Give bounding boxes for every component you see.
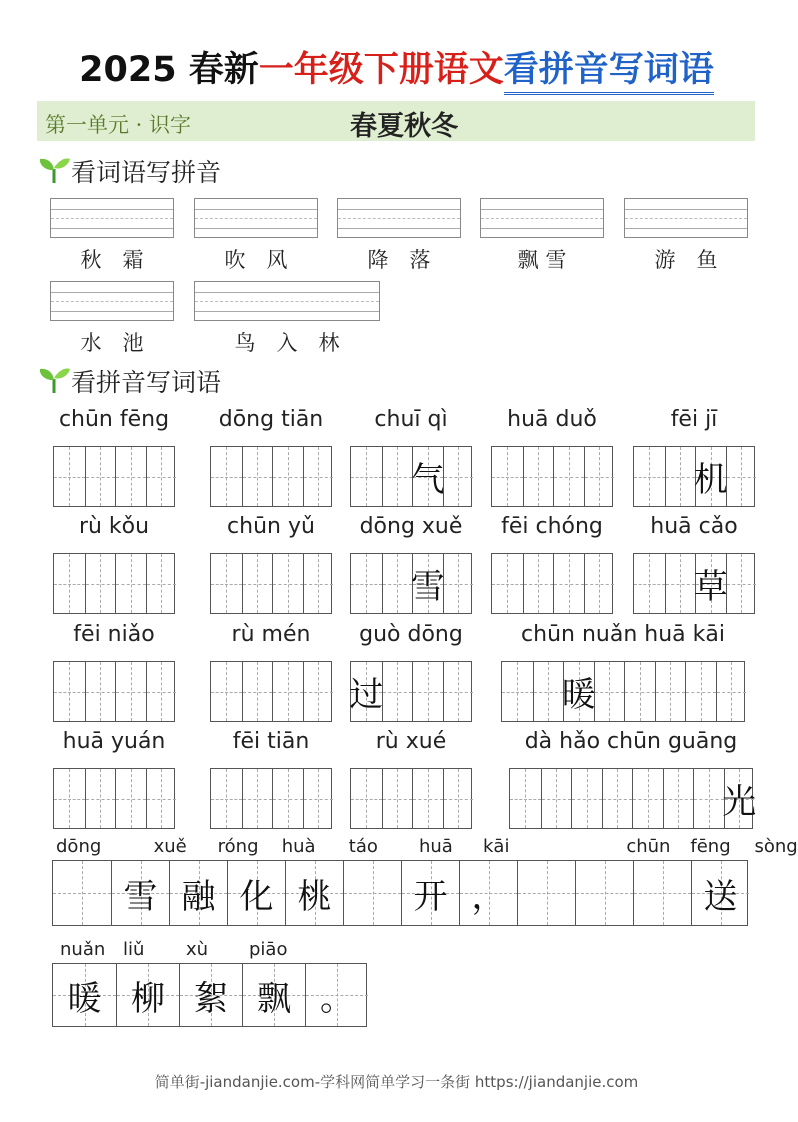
- grid-cell[interactable]: [303, 662, 334, 721]
- guide-line: [304, 799, 334, 800]
- guide-line: [413, 692, 443, 693]
- pinyin-prompt: táo: [348, 836, 378, 857]
- grid-cell[interactable]: [726, 447, 757, 506]
- guide-line: [625, 209, 747, 210]
- footer-source: 简单街-jiandanjie.com-学科网简单学习一条街 https://jiandanjie.com: [154, 1073, 639, 1091]
- pinyin-writing-box[interactable]: [50, 198, 174, 238]
- guide-line: [524, 477, 554, 478]
- grid-cell[interactable]: [633, 861, 691, 925]
- grid-cell[interactable]: [115, 554, 146, 613]
- guide-line: [273, 477, 303, 478]
- grid-cell[interactable]: [115, 769, 146, 828]
- grid-cell[interactable]: [303, 447, 334, 506]
- guide-line: [383, 692, 413, 693]
- sprout-icon: [37, 157, 71, 183]
- grid-cell[interactable]: [211, 662, 242, 721]
- grid-cell[interactable]: [553, 554, 584, 613]
- section-heading-write-pinyin: 看词语写拼音: [37, 153, 221, 189]
- guide-line: [51, 209, 173, 210]
- grid-cell[interactable]: [272, 447, 303, 506]
- guide-line: [666, 477, 696, 478]
- guide-line: [502, 692, 533, 693]
- grid-cell[interactable]: [594, 662, 625, 721]
- guide-line: [243, 477, 273, 478]
- section-heading-write-words: 看拼音写词语: [37, 363, 221, 399]
- grid-cell[interactable]: [179, 964, 242, 1026]
- guide-line: [147, 477, 177, 478]
- guide-line: [694, 799, 724, 800]
- pinyin-prompt: xù: [186, 939, 209, 960]
- pinyin-writing-box[interactable]: [337, 198, 461, 238]
- grid-cell[interactable]: [272, 662, 303, 721]
- guide-line: [625, 218, 747, 219]
- guide-line: [147, 692, 177, 693]
- word-label: 秋 霜: [80, 248, 144, 272]
- guide-line: [492, 477, 523, 478]
- given-character: 机: [693, 460, 728, 500]
- grid-cell[interactable]: [553, 447, 584, 506]
- guide-line: [664, 799, 694, 800]
- grid-cell[interactable]: [665, 554, 696, 613]
- grid-cell[interactable]: [303, 769, 334, 828]
- given-character: 融: [181, 876, 216, 917]
- guide-line: [211, 799, 242, 800]
- guide-line: [51, 228, 173, 229]
- guide-line: [595, 692, 625, 693]
- given-character: 草: [693, 567, 728, 607]
- pinyin-prompt: piāo: [249, 939, 288, 960]
- pinyin-prompt: dōng xuě: [359, 514, 463, 539]
- pinyin-prompt: kāi: [483, 836, 510, 857]
- tianzige-grid[interactable]: [501, 661, 745, 722]
- grid-cell[interactable]: [146, 662, 177, 721]
- guide-line: [51, 301, 173, 302]
- guide-line: [444, 692, 474, 693]
- guide-line: [273, 584, 303, 585]
- guide-line: [211, 477, 242, 478]
- guide-line: [633, 799, 663, 800]
- tianzige-grid[interactable]: [210, 768, 332, 829]
- grid-cell[interactable]: [272, 769, 303, 828]
- tianzige-grid[interactable]: [350, 553, 472, 614]
- tianzige-grid[interactable]: [52, 963, 367, 1027]
- grid-cell[interactable]: [54, 554, 85, 613]
- guide-line: [86, 477, 116, 478]
- guide-line: [351, 477, 382, 478]
- pinyin-prompt: fēi chóng: [501, 514, 603, 539]
- grid-cell[interactable]: [602, 769, 633, 828]
- guide-line: [492, 584, 523, 585]
- grid-cell[interactable]: [211, 769, 242, 828]
- tianzige-grid[interactable]: [633, 553, 755, 614]
- grid-cell[interactable]: [303, 554, 334, 613]
- tianzige-grid[interactable]: [53, 661, 175, 722]
- grid-cell[interactable]: [634, 447, 665, 506]
- grid-cell[interactable]: [242, 554, 273, 613]
- given-character: 暖: [561, 675, 596, 715]
- guide-line: [147, 799, 177, 800]
- guide-line: [116, 692, 146, 693]
- guide-line: [243, 692, 273, 693]
- given-character: ，: [471, 876, 506, 917]
- guide-line: [554, 584, 584, 585]
- guide-line: [116, 799, 146, 800]
- grid-cell[interactable]: [85, 662, 116, 721]
- grid-cell[interactable]: [634, 554, 665, 613]
- guide-line: [686, 692, 716, 693]
- guide-line: [666, 584, 696, 585]
- guide-line: [53, 893, 111, 894]
- pinyin-prompt: guò dōng: [359, 622, 463, 647]
- guide-line: [413, 799, 443, 800]
- guide-line: [717, 692, 747, 693]
- grid-cell[interactable]: [691, 861, 749, 925]
- grid-cell[interactable]: [716, 662, 747, 721]
- pinyin-prompt: róng: [217, 836, 259, 857]
- grid-cell[interactable]: [242, 769, 273, 828]
- guide-line: [585, 584, 615, 585]
- tianzige-grid[interactable]: [52, 860, 748, 926]
- word-label: 降 落: [367, 248, 431, 272]
- grid-cell[interactable]: [115, 662, 146, 721]
- grid-cell[interactable]: [85, 769, 116, 828]
- guide-line: [585, 477, 615, 478]
- given-character: 送: [703, 876, 738, 917]
- guide-line: [86, 584, 116, 585]
- grid-cell[interactable]: [146, 554, 177, 613]
- guide-line: [304, 584, 334, 585]
- tianzige-grid[interactable]: [633, 446, 755, 507]
- given-character: 气: [410, 460, 445, 500]
- grid-cell[interactable]: [343, 861, 401, 925]
- guide-line: [727, 477, 757, 478]
- guide-line: [481, 228, 603, 229]
- grid-cell[interactable]: [382, 662, 413, 721]
- grid-cell[interactable]: [111, 861, 169, 925]
- grid-cell[interactable]: [146, 769, 177, 828]
- given-character: 雪: [123, 876, 158, 917]
- grid-cell[interactable]: [492, 554, 523, 613]
- grid-cell[interactable]: [563, 662, 594, 721]
- guide-line: [211, 692, 242, 693]
- sprout-icon: [37, 367, 71, 393]
- pinyin-prompt: dà hǎo chūn guāng: [524, 729, 738, 754]
- guide-line: [273, 692, 303, 693]
- given-character: 开: [413, 876, 448, 917]
- tianzige-grid[interactable]: [350, 661, 472, 722]
- tianzige-grid[interactable]: [350, 768, 472, 829]
- guide-line: [273, 799, 303, 800]
- grid-cell[interactable]: [412, 662, 443, 721]
- pinyin-writing-box[interactable]: [480, 198, 604, 238]
- guide-line: [481, 209, 603, 210]
- grid-cell[interactable]: [169, 861, 227, 925]
- guide-line: [481, 218, 603, 219]
- pinyin-prompt: huā duǒ: [507, 407, 597, 432]
- pinyin-prompt: fēi tiān: [232, 729, 310, 754]
- grid-cell[interactable]: [724, 769, 755, 828]
- grid-cell[interactable]: [510, 769, 541, 828]
- grid-cell[interactable]: [459, 861, 517, 925]
- word-label: 吹 风: [224, 248, 288, 272]
- guide-line: [51, 311, 173, 312]
- guide-line: [554, 477, 584, 478]
- guide-line: [444, 477, 474, 478]
- guide-line: [51, 218, 173, 219]
- pinyin-prompt: chūn fēng: [58, 407, 170, 432]
- tianzige-grid[interactable]: [53, 768, 175, 829]
- grid-cell[interactable]: [492, 447, 523, 506]
- grid-cell[interactable]: [85, 554, 116, 613]
- pinyin-prompt: fēng: [690, 836, 731, 857]
- guide-line: [534, 692, 564, 693]
- guide-line: [54, 799, 85, 800]
- pinyin-prompt: dōng tiān: [218, 407, 324, 432]
- guide-line: [634, 584, 665, 585]
- pinyin-prompt: chūn nuǎn huā kāi: [521, 622, 725, 647]
- guide-line: [86, 799, 116, 800]
- grid-cell[interactable]: [412, 769, 443, 828]
- grid-cell[interactable]: [242, 447, 273, 506]
- guide-line: [243, 799, 273, 800]
- grid-cell[interactable]: [227, 861, 285, 925]
- unit-label: 第一单元 · 识字: [45, 113, 192, 137]
- pinyin-prompt: chuī qì: [374, 407, 448, 432]
- grid-cell[interactable]: [146, 447, 177, 506]
- pinyin-writing-box[interactable]: [50, 281, 174, 321]
- grid-cell[interactable]: [693, 769, 724, 828]
- pinyin-writing-box[interactable]: [194, 198, 318, 238]
- guide-line: [211, 584, 242, 585]
- grid-cell[interactable]: [54, 662, 85, 721]
- grid-cell[interactable]: [351, 447, 382, 506]
- lesson-title: 春夏秋冬: [350, 111, 458, 142]
- word-label: 鸟 入 林: [234, 331, 340, 355]
- pinyin-prompt: rù xué: [375, 729, 447, 754]
- grid-cell[interactable]: [575, 861, 633, 925]
- grid-cell[interactable]: [412, 447, 443, 506]
- guide-line: [195, 209, 317, 210]
- pinyin-prompt: chūn yǔ: [227, 514, 315, 539]
- unit-banner: [37, 101, 755, 141]
- grid-cell[interactable]: [211, 447, 242, 506]
- grid-cell[interactable]: [685, 662, 716, 721]
- grid-cell[interactable]: [726, 554, 757, 613]
- guide-line: [51, 292, 173, 293]
- pinyin-prompt: huà: [281, 836, 316, 857]
- grid-cell[interactable]: [242, 662, 273, 721]
- grid-cell[interactable]: [382, 554, 413, 613]
- grid-cell[interactable]: [351, 662, 382, 721]
- pinyin-prompt: dōng: [56, 836, 102, 857]
- tianzige-grid[interactable]: [53, 446, 175, 507]
- guide-line: [625, 692, 655, 693]
- guide-line: [542, 799, 572, 800]
- guide-line: [344, 893, 401, 894]
- grid-cell[interactable]: [624, 662, 655, 721]
- grid-cell[interactable]: [571, 769, 602, 828]
- grid-cell[interactable]: [382, 769, 413, 828]
- pinyin-prompt: sòng: [754, 836, 798, 857]
- guide-line: [243, 584, 273, 585]
- pinyin-prompt: huā yuán: [62, 729, 166, 754]
- grid-cell[interactable]: [53, 964, 116, 1026]
- grid-cell[interactable]: [116, 964, 179, 1026]
- guide-line: [116, 584, 146, 585]
- guide-line: [338, 228, 460, 229]
- guide-line: [656, 692, 686, 693]
- grid-cell[interactable]: [401, 861, 459, 925]
- grid-cell[interactable]: [351, 769, 382, 828]
- grid-cell[interactable]: [655, 662, 686, 721]
- given-character: 雪: [410, 567, 445, 607]
- pinyin-prompt: nuǎn: [60, 939, 106, 960]
- grid-cell[interactable]: [443, 662, 474, 721]
- guide-line: [518, 893, 575, 894]
- guide-line: [351, 584, 382, 585]
- grid-cell[interactable]: [533, 662, 564, 721]
- given-character: 飘: [257, 978, 291, 1019]
- guide-line: [147, 584, 177, 585]
- grid-cell[interactable]: [695, 447, 726, 506]
- guide-line: [54, 584, 85, 585]
- pinyin-prompt: rù mén: [231, 622, 311, 647]
- guide-line: [524, 584, 554, 585]
- guide-line: [116, 477, 146, 478]
- tianzige-grid[interactable]: [509, 768, 757, 829]
- grid-cell[interactable]: [272, 554, 303, 613]
- tianzige-grid[interactable]: [210, 661, 332, 722]
- given-character: 光: [722, 782, 757, 822]
- guide-line: [195, 218, 317, 219]
- word-label: 游 鱼: [654, 248, 718, 272]
- guide-line: [304, 692, 334, 693]
- grid-cell[interactable]: [541, 769, 572, 828]
- grid-cell[interactable]: [517, 861, 575, 925]
- guide-line: [195, 301, 379, 302]
- guide-line: [351, 799, 382, 800]
- pinyin-prompt: fēi jī: [670, 407, 718, 432]
- guide-line: [634, 477, 665, 478]
- grid-cell[interactable]: [242, 964, 305, 1026]
- grid-cell[interactable]: [443, 554, 474, 613]
- pinyin-prompt: huā: [418, 836, 453, 857]
- guide-line: [625, 228, 747, 229]
- tianzige-grid[interactable]: [491, 446, 613, 507]
- guide-line: [338, 218, 460, 219]
- guide-line: [603, 799, 633, 800]
- guide-line: [727, 584, 757, 585]
- grid-cell[interactable]: [523, 447, 554, 506]
- grid-cell[interactable]: [285, 861, 343, 925]
- given-character: 絮: [194, 978, 228, 1019]
- guide-line: [572, 799, 602, 800]
- word-label: 飘 雪: [517, 248, 567, 272]
- guide-line: [383, 799, 413, 800]
- grid-cell[interactable]: [53, 861, 111, 925]
- guide-line: [54, 477, 85, 478]
- grid-cell[interactable]: [523, 554, 554, 613]
- guide-line: [634, 893, 691, 894]
- pinyin-writing-box[interactable]: [194, 281, 380, 321]
- pinyin-prompt: chūn: [626, 836, 671, 857]
- tianzige-grid[interactable]: [210, 446, 332, 507]
- given-character: 暖: [67, 978, 102, 1019]
- given-character: 化: [239, 876, 274, 917]
- grid-cell[interactable]: [665, 447, 696, 506]
- given-character: 桃: [297, 876, 332, 917]
- guide-line: [576, 893, 633, 894]
- tianzige-grid[interactable]: [210, 553, 332, 614]
- pinyin-prompt: liǔ: [123, 939, 145, 960]
- grid-cell[interactable]: [211, 554, 242, 613]
- guide-line: [444, 799, 474, 800]
- guide-line: [383, 477, 413, 478]
- pinyin-prompt: xuě: [153, 836, 187, 857]
- given-character: 过: [349, 675, 384, 715]
- pinyin-prompt: fēi niǎo: [73, 622, 155, 647]
- tianzige-grid[interactable]: [53, 553, 175, 614]
- guide-line: [195, 228, 317, 229]
- guide-line: [86, 692, 116, 693]
- guide-line: [195, 292, 379, 293]
- grid-cell[interactable]: [663, 769, 694, 828]
- grid-cell[interactable]: [443, 769, 474, 828]
- guide-line: [338, 209, 460, 210]
- word-label: 水 池: [80, 331, 144, 355]
- grid-cell[interactable]: [351, 554, 382, 613]
- grid-cell[interactable]: [584, 447, 615, 506]
- grid-cell[interactable]: [382, 447, 413, 506]
- pinyin-prompt: huā cǎo: [650, 514, 738, 539]
- guide-line: [195, 311, 379, 312]
- page-title: 2025 春新一年级下册语文看拼音写词语: [0, 42, 793, 92]
- tianzige-grid[interactable]: [491, 553, 613, 614]
- guide-line: [383, 584, 413, 585]
- guide-line: [444, 584, 474, 585]
- grid-cell[interactable]: [305, 964, 368, 1026]
- guide-line: [54, 692, 85, 693]
- grid-cell[interactable]: [443, 447, 474, 506]
- given-character: 。: [320, 978, 354, 1019]
- pinyin-prompt: rù kǒu: [78, 514, 150, 539]
- grid-cell[interactable]: [412, 554, 443, 613]
- pinyin-writing-box[interactable]: [624, 198, 748, 238]
- given-character: 柳: [131, 978, 165, 1019]
- grid-cell[interactable]: [632, 769, 663, 828]
- grid-cell[interactable]: [85, 447, 116, 506]
- grid-cell[interactable]: [695, 554, 726, 613]
- guide-line: [510, 799, 541, 800]
- guide-line: [304, 477, 334, 478]
- grid-cell[interactable]: [115, 447, 146, 506]
- tianzige-grid[interactable]: [350, 446, 472, 507]
- grid-cell[interactable]: [54, 769, 85, 828]
- grid-cell[interactable]: [502, 662, 533, 721]
- grid-cell[interactable]: [584, 554, 615, 613]
- grid-cell[interactable]: [54, 447, 85, 506]
